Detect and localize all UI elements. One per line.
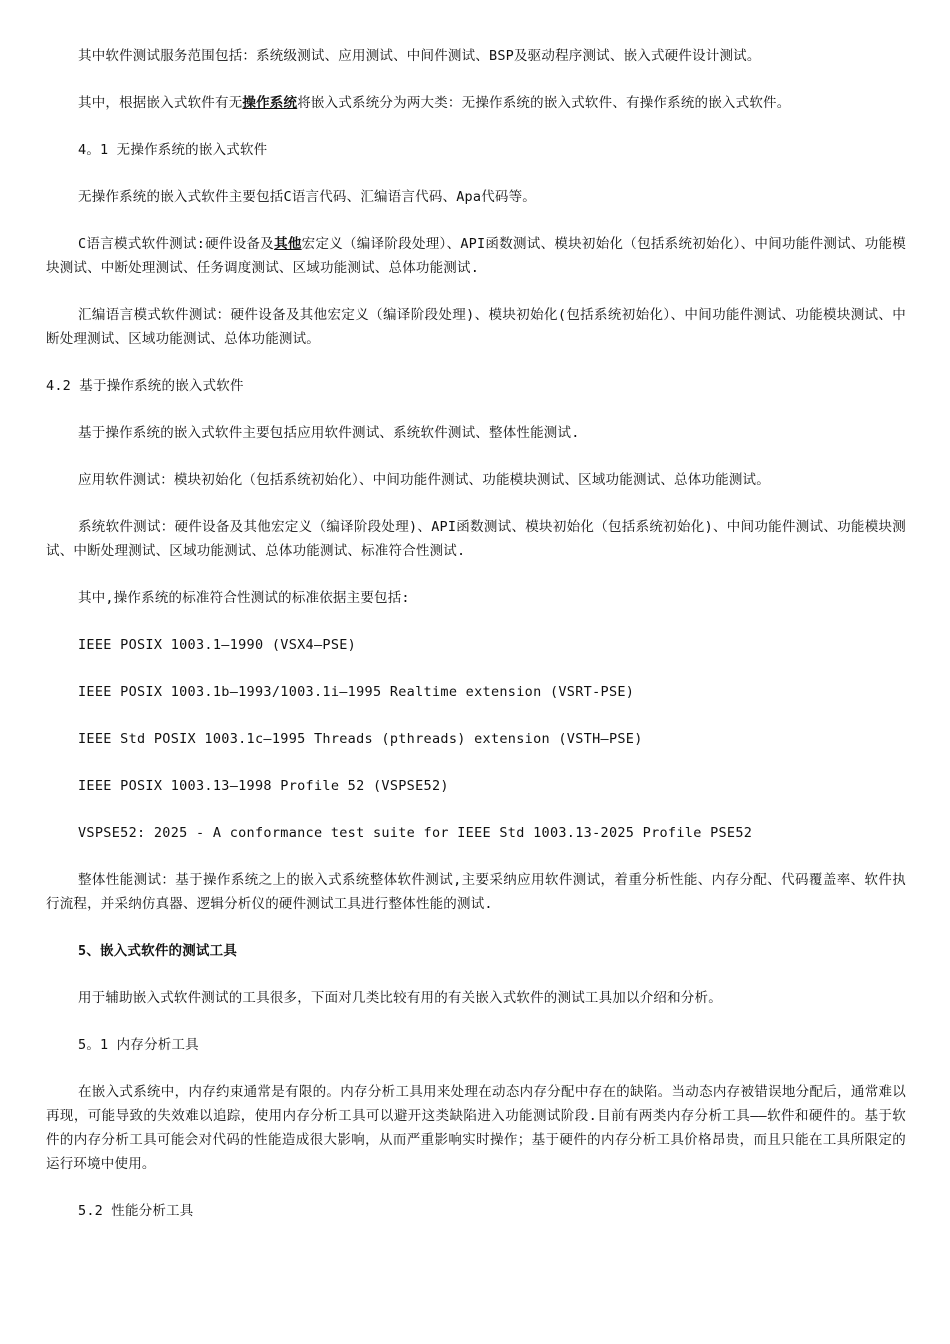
standard-item: VSPSE52: 2025 - A conformance test suite for IEEE Std 1003.13-2025 Profile PSE52 bbox=[78, 825, 753, 841]
paragraph-no-os-software: 无操作系统的嵌入式软件主要包括C语言代码、汇编语言代码、Apa代码等。 bbox=[78, 189, 537, 205]
heading-5-1: 5。1 内存分析工具 bbox=[78, 1037, 199, 1053]
standard-item: IEEE POSIX 1003.1—1990 (VSX4—PSE) bbox=[78, 637, 357, 653]
heading-5-2: 5.2 性能分析工具 bbox=[78, 1203, 194, 1219]
standard-item: IEEE POSIX 1003.1b—1993/1003.1i—1995 Realtime extension (VSRT-PSE) bbox=[78, 684, 635, 700]
standard-item: IEEE POSIX 1003.13—1998 Profile 52 (VSPSE52) bbox=[78, 778, 449, 794]
paragraph-c-language-testing bbox=[46, 232, 906, 280]
c-testing-text-after: 宏定义（编译阶段处理）、API函数测试、模块初始化（包括系统初始化）、中间功能件测试、功能模块测试、中断处理测试、任务调度测试、区域功能测试、总体功能测试. bbox=[46, 236, 906, 276]
document-page bbox=[46, 44, 906, 1246]
paragraph-overall-performance: 整体性能测试：基于操作系统之上的嵌入式系统整体软件测试,主要采纳应用软件测试，着重分析性能、内存分配、代码覆盖率、软件执行流程，并采纳仿真器、逻辑分析仪的硬件测试工具进行整体性能的测试. bbox=[46, 872, 906, 912]
standard-item: IEEE Std POSIX 1003.1c—1995 Threads (pthreads) extension (VSTH—PSE) bbox=[78, 731, 643, 747]
c-testing-text-before: C语言模式软件测试:硬件设备及 bbox=[78, 236, 275, 252]
paragraph-service-scope: 其中软件测试服务范围包括：系统级测试、应用测试、中间件测试、BSP及驱动程序测试、嵌入式硬件设计测试。 bbox=[78, 48, 761, 64]
paragraph-os-based-software: 基于操作系统的嵌入式软件主要包括应用软件测试、系统软件测试、整体性能测试. bbox=[78, 425, 580, 441]
paragraph-assembly-testing: 汇编语言模式软件测试：硬件设备及其他宏定义（编译阶段处理)、模块初始化(包括系统初始化）、中间功能件测试、功能模块测试、中断处理测试、区域功能测试、总体功能测试。 bbox=[46, 307, 906, 347]
other-keyword-link[interactable]: 其他 bbox=[274, 236, 302, 252]
paragraph-memory-analysis: 在嵌入式系统中，内存约束通常是有限的。内存分析工具用来处理在动态内存分配中存在的缺陷。当动态内存被错误地分配后，通常难以再现，可能导致的失效难以追踪，使用内存分析工具可以避开这类缺陷进入功能测试阶段.目前有两类内存分析工具——软件和硬件的。基于软件的内存分析工具可能会对代码的性能造成很大影响，从而严重影响实时操作；基于硬件的内存分析工具价格昂贵，而且只能在工具所限定的运行环境中使用。 bbox=[46, 1084, 906, 1172]
os-keyword-link[interactable]: 操作系统 bbox=[242, 95, 298, 111]
paragraph-application-testing: 应用软件测试：模块初始化（包括系统初始化）、中间功能件测试、功能模块测试、区域功能测试、总体功能测试。 bbox=[78, 472, 770, 488]
paragraph-testing-tools-intro: 用于辅助嵌入式软件测试的工具很多，下面对几类比较有用的有关嵌入式软件的测试工具加以介绍和分析。 bbox=[78, 990, 722, 1006]
heading-4-1: 4。1 无操作系统的嵌入式软件 bbox=[78, 142, 268, 158]
paragraph-system-software-testing: 系统软件测试：硬件设备及其他宏定义（编译阶段处理)、API函数测试、模块初始化（包括系统初始化)、中间功能件测试、功能模块测试、中断处理测试、区域功能测试、总体功能测试、标准符合性测试. bbox=[46, 519, 906, 559]
heading-4-2: 4.2 基于操作系统的嵌入式软件 bbox=[46, 378, 244, 394]
classification-text-before: 其中，根据嵌入式软件有无 bbox=[78, 95, 243, 111]
classification-text-after: 将嵌入式系统分为两大类：无操作系统的嵌入式软件、有操作系统的嵌入式软件。 bbox=[297, 95, 791, 111]
paragraph-standards-intro: 其中,操作系统的标准符合性测试的标准依据主要包括: bbox=[78, 590, 410, 606]
paragraph-classification bbox=[46, 91, 906, 115]
heading-5: 5、嵌入式软件的测试工具 bbox=[78, 943, 238, 959]
